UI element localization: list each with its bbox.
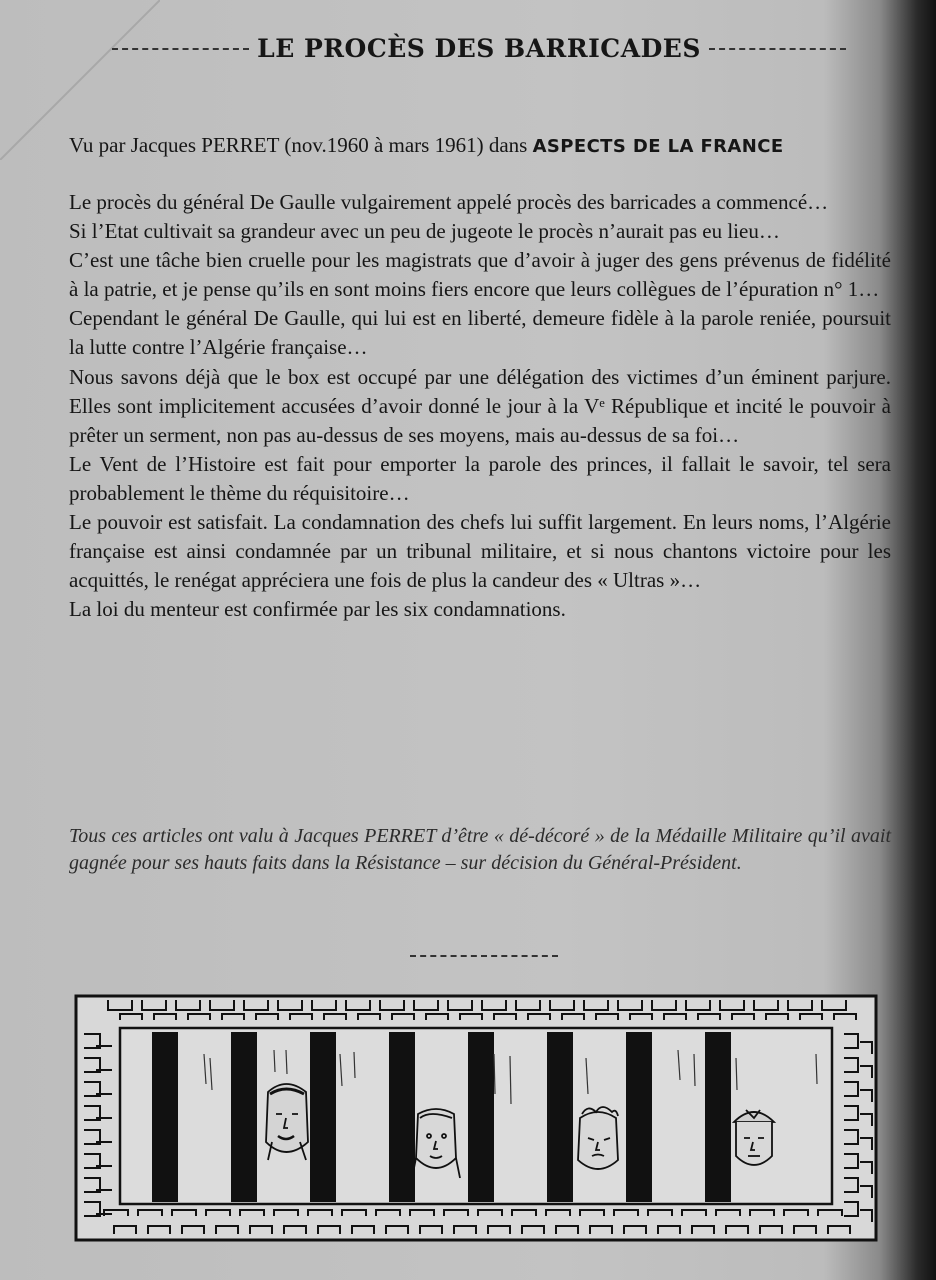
prison-bar (152, 1032, 178, 1202)
prison-bar (705, 1032, 731, 1202)
paragraph: Le Vent de l’Histoire est fait pour emporter la parole des princes, il fallait le savoir, tel sera probablement le thème du réquisitoire… (69, 451, 891, 505)
title-dash-left (112, 48, 249, 50)
prisoner-face-4 (734, 1110, 774, 1165)
prisoner-face-3 (578, 1107, 618, 1169)
paragraph: Le procès du général De Gaulle vulgairement appelé procès des barricades a commencé… (69, 190, 829, 214)
prison-bar (547, 1032, 573, 1202)
title-text: LE PROCÈS DES BARRICADES (257, 34, 701, 63)
prison-bar (389, 1032, 415, 1202)
prison-cartoon-drawing (74, 994, 878, 1242)
page-title (104, 34, 854, 63)
prison-bar (231, 1032, 257, 1202)
prison-cartoon (74, 994, 878, 1242)
title-dash-right (709, 48, 846, 50)
prison-bar (626, 1032, 652, 1202)
prison-bar (310, 1032, 336, 1202)
paragraph: Nous savons déjà que le box est occupé par une délégation des victimes d’un éminent parjure. Elles sont implicitement accusées d’avoir donné le jour à la Vᵉ République et incité le pouvoir à prêter un serment, non pas au-dessus de ses moyens, mais au-dessus de sa foi… (69, 364, 891, 447)
source-prefix: Vu par Jacques PERRET (nov.1960 à mars 1961) dans (69, 133, 533, 157)
paragraph: La loi du menteur est confirmée par les six condamnations. (69, 597, 566, 622)
prison-bar (468, 1032, 494, 1202)
paragraph: Le pouvoir est satisfait. La condamnation des chefs lui suffit largement. En leurs noms, l’Algérie française est ainsi condamnée par un tribunal militaire, et si nous chantons victoire pour les acquittés, le renégat appréciera une fois de plus la candeur des « Ultras »… (69, 510, 891, 593)
source-line (69, 133, 899, 158)
article-body (69, 188, 891, 624)
paragraph: Si l’Etat cultivait sa grandeur avec un peu de jugeote le procès n’aurait pas eu lieu… (69, 219, 780, 244)
paragraph: Cependant le général De Gaulle, qui lui est en liberté, demeure fidèle à la parole reniée, poursuit la lutte contre l’Algérie française… (69, 306, 891, 360)
paragraph: C’est une tâche bien cruelle pour les magistrats que d’avoir à juger des gens prévenus de fidélité à la patrie, et je pense qu’ils en sont moins fiers encore que leurs collègues de l’épuration n° 1… (69, 248, 891, 302)
italic-note: Tous ces articles ont valu à Jacques PERRET d’être « dé-décoré » de la Médaille Militaire qu’il avait gagnée pour ses hauts faits dans la Résistance – sur décision du Général-Président. (69, 825, 891, 874)
publication-name: ASPECTS DE LA FRANCE (532, 136, 784, 157)
separator-dashes (410, 955, 558, 957)
